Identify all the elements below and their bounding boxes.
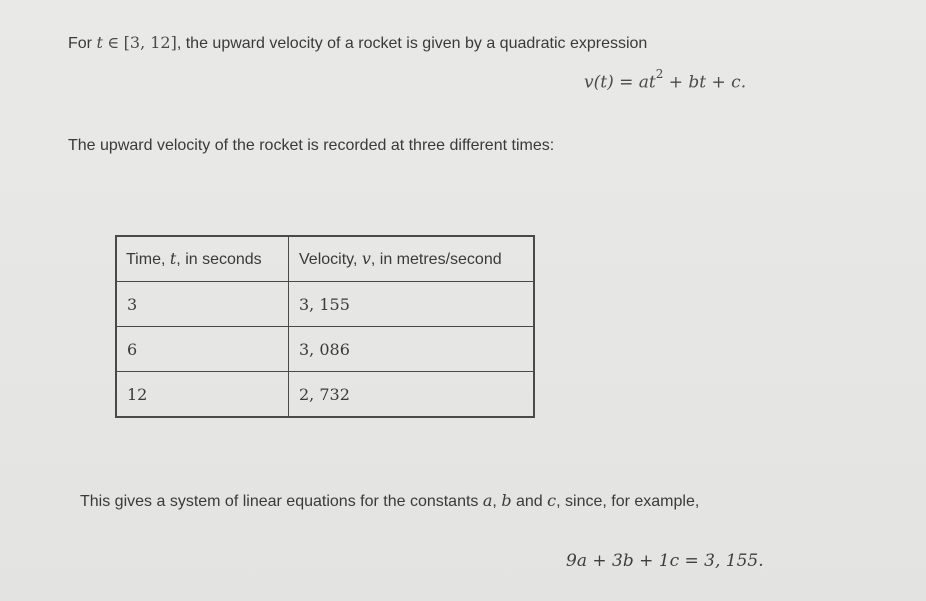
velocity-table <box>115 235 535 418</box>
system-prefix: This gives a system of linear equations for the constants <box>80 493 483 510</box>
cell-velocity: 3, 155 <box>289 282 535 327</box>
element-of-symbol: ∈ <box>107 33 120 52</box>
header-time-suffix: , in seconds <box>176 251 262 268</box>
equation-rhs: + bt + c. <box>663 72 747 93</box>
interval: [3, 12] <box>123 33 177 52</box>
table-row <box>116 327 534 372</box>
header-velocity-var: v <box>361 249 371 268</box>
system-sep: , <box>492 493 502 510</box>
table-header-row <box>116 236 534 282</box>
cell-time: 12 <box>116 372 289 418</box>
header-velocity-suffix: , in metres/second <box>370 251 502 268</box>
constant-a: a <box>482 491 493 510</box>
header-time-prefix: Time, <box>126 251 170 268</box>
system-suffix: , since, for example, <box>556 493 700 510</box>
equation-lhs: v(t) = at <box>584 72 656 93</box>
intro-prefix: For <box>68 35 92 52</box>
header-velocity <box>289 236 535 282</box>
intro-rest: , the upward velocity of a rocket is given by a quadratic expression <box>176 35 648 52</box>
cell-time: 3 <box>116 282 289 327</box>
system-and: and <box>511 493 548 510</box>
example-equation: 9a + 3b + 1c = 3, 155. <box>566 551 764 571</box>
header-time-var: t <box>169 249 177 268</box>
equation-exponent: 2 <box>655 67 664 81</box>
header-velocity-prefix: Velocity, <box>299 251 362 268</box>
system-sentence <box>80 491 699 511</box>
constant-c: c <box>547 491 557 510</box>
recorded-sentence: The upward velocity of the rocket is recorded at three different times: <box>68 137 555 154</box>
header-time <box>116 236 289 282</box>
table-row <box>116 372 534 418</box>
intro-sentence <box>68 33 647 53</box>
intro-var-t: t <box>96 33 103 52</box>
table-row <box>116 282 534 327</box>
constant-b: b <box>501 491 512 510</box>
cell-velocity: 3, 086 <box>289 327 535 372</box>
cell-time: 6 <box>116 327 289 372</box>
cell-velocity: 2, 732 <box>289 372 535 418</box>
velocity-equation <box>584 67 747 93</box>
